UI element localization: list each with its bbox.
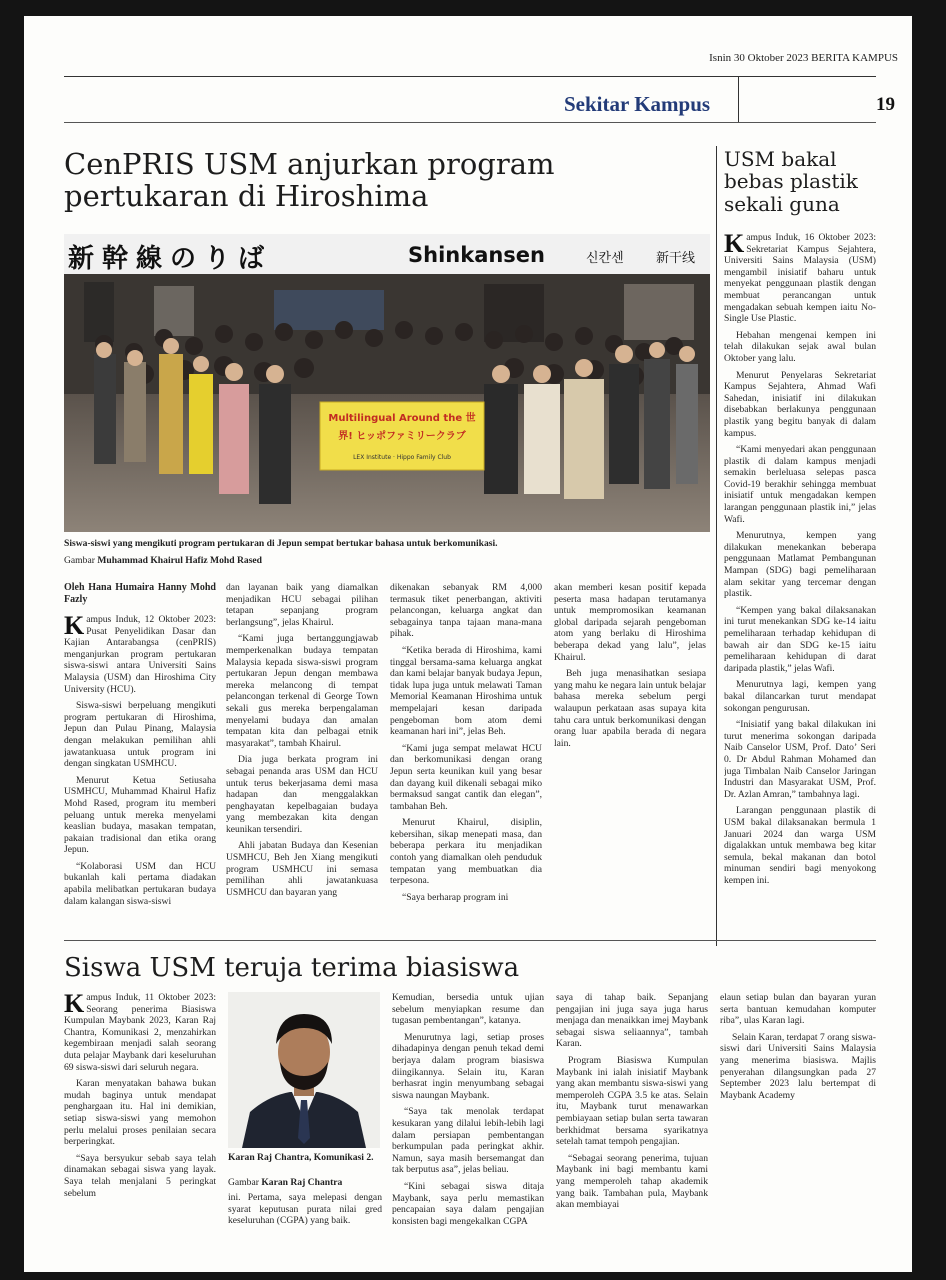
banner-subtext: LEX Institute · Hippo Family Club	[353, 454, 451, 461]
paragraph: Siswa-siswi berpeluang mengikuti program pertukaran di Hiroshima, Jepun dan Pulau Pinang, Malaysia dengan melakukan pemilihan ahli jawatankuasa untuk program ini dengan singkatan USMHCU.	[64, 700, 216, 770]
credit-name: Karan Raj Chantra	[261, 1177, 343, 1188]
banner-text: Multilingual Around the 世界! ヒッポファミリークラブ	[328, 413, 476, 442]
paragraph: Larangan penggunaan plastik di USM bakal dilaksanakan bermula 1 Januari 2024 dan warga USM digalakkan untuk membawa beg kitar semula, bekal makanan dan botol minuman sendiri bagi menyokong kempen ini.	[724, 805, 876, 886]
article1-byline: Oleh Hana Humaira Hanny Mohd Fazly	[64, 582, 216, 605]
paragraph: Dia juga berkata program ini sebagai penanda aras USM dan HCU untuk terus bekerjasama demi masa hadapan dan menggalakkan penghayatan kepelbagaian budaya yang membezakan kita dengan keunikan tersendiri.	[226, 754, 378, 835]
header-bottom-rule	[64, 122, 876, 123]
portrait-illustration	[228, 992, 380, 1148]
paragraph: “Kini sebagai siswa ditaja Maybank, saya perlu memastikan pencapaian saya dalam pengajian konsisten bagi mengekalkan CGPA	[392, 1180, 544, 1227]
paragraph: elaun setiap bulan dan bayaran yuran serta bantuan kemudahan komputer riba”, ulas Karan lagi.	[720, 992, 876, 1027]
article1-column-3	[390, 582, 542, 926]
sign-chinese: 新干线	[656, 251, 696, 266]
paragraph: “Saya tak menolak terdapat kesukaran yang dilalui lebih-lebih lagi dalam persiapan pembentangan berkumpulan pada peringkat akhir. Namun, saya masih bersemangat dan tak berputus asa”, jelas beliau.	[392, 1106, 544, 1176]
sign-korean: 신칸센	[586, 251, 624, 266]
paragraph: “Ketika berada di Hiroshima, kami tinggal bersama-sama keluarga angkat dan kami belajar banyak budaya Jepun, tidak lupa juga untuk melawati Taman Memorial Keamanan Hiroshima untuk mempelajari kesan daripada pengeboman bom atom demi keamanan hari ini”, jelas Beh.	[390, 644, 542, 738]
credit-name: Muhammad Khairul Hafiz Mohd Rased	[97, 555, 263, 566]
article3-column-4	[556, 992, 708, 1262]
paragraph: “Inisiatif yang bakal dilakukan ini turut menerima sokongan daripada Naib Canselor USM, Prof. Dato’ Seri 0. Dr Abdul Rahman Mohamed dan juga Timbalan Naib Canselor Jaringan Industri dan Masyarakat USM, Prof. Dr. Azlan Amran,” tambahnya lagi.	[724, 719, 876, 800]
paragraph: Menurut Penyelaras Sekretariat Kampus Sejahtera, Ahmad Wafi Sahedan, inisiatif ini dilakukan disebabkan berlakunya penggunaan plastik yang begitu banyak di dalam kampus.	[724, 369, 876, 439]
article2-column	[724, 232, 876, 932]
paragraph: dikenakan sebanyak RM 4,000 termasuk tiket penerbangan, aktiviti pelancongan, keluarga angkat dan sebagainya tanpa tajaan mana-mana pihak.	[390, 582, 542, 640]
article-divider	[716, 146, 717, 946]
article1-headline: CenPRIS USM anjurkan program pertukaran di Hiroshima	[64, 147, 555, 214]
header-rule	[64, 76, 876, 77]
dropcap: K	[64, 611, 85, 640]
sign-english: Shinkansen	[408, 243, 546, 267]
article-separator	[64, 940, 876, 941]
article1-lead	[64, 611, 216, 695]
paragraph: Program Biasiswa Kumpulan Maybank ini ialah inisiatif Maybank yang akan membantu siswa-siswi yang memperoleh CGPA 3.5 ke atas. Selain itu, Maybank turut menawarkan pembiayaan setiap bulan serta tawaran berkhidmat bersama syarikatnya setelah tamat tempoh pengajian.	[556, 1054, 708, 1148]
paragraph: “Kami juga bertanggungjawab memperkenalkan budaya tempatan Malaysia kepada siswa-siswi program pertukaran Jepun dengan membawa mereka melancong di tempat pelancongan terkenal di George Town sekali gus mereka berpengalaman menyelami budaya dan amalan tempatan kita dan pelbagai etnik masyarakat”, tambah Khairul.	[226, 633, 378, 749]
paragraph: “Kempen yang bakal dilaksanakan ini turut menekankan SDG ke-14 iaitu pemeliharaan terhadap kehidupan di bawah air dan SDG ke-15 iaitu pemeliharaan kehidupan di darat daripada plastik,” jelas Wafi.	[724, 604, 876, 674]
paragraph: Menurutnya lagi, kempen yang bakal dilancarkan turut mendapat sokongan pengurusan.	[724, 679, 876, 714]
paragraph: Kemudian, bersedia untuk ujian sebelum menyiapkan resume dan tugasan pembentangan”, katanya.	[392, 992, 544, 1027]
article1-column-2	[226, 582, 378, 926]
crowd-illustration	[64, 234, 710, 532]
credit-label: Gambar	[228, 1177, 259, 1188]
paragraph: Menurutnya lagi, setiap proses dihadapinya dengan penuh tekad demi berjaya dalam program biasiswa diingikannya. Selain itu, Karan berhasrat ingin menyumbang sebagai siswa naungan Maybank.	[392, 1031, 544, 1101]
group-photo	[64, 234, 710, 532]
header-divider	[738, 76, 739, 122]
paragraph: Menurutnya, kempen yang dilakukan menekankan beberapa penggunaan Matlamat Pembangunan Mampan (SDG) bagi pemeliharaan alam sekitar yang tercemar dengan plastik.	[724, 530, 876, 600]
dateline: Isnin 30 Oktober 2023 BERITA KAMPUS	[709, 52, 898, 64]
article3-lead-text: ampus Induk, 11 Oktober 2023: Seorang penerima Biasiswa Kumpulan Maybank 2023, Karan Raj Chantra, Komunikasi 2, menzahirkan kegembiraan menjadi salah seorang duta pelajar Maybank dari keseluruhan 69 siswa-siswi dari seluruh negara.	[64, 992, 216, 1073]
paragraph: Menurut Khairul, disiplin, kebersihan, sikap menepati masa, dan beberapa perkara itu menjadikan contoh yang diamalkan oleh penduduk tempatan yang membuatkan dia terpesona.	[390, 817, 542, 887]
article1-column-4	[554, 582, 706, 926]
credit-label: Gambar	[64, 555, 95, 566]
paragraph: “Saya berharap program ini	[402, 891, 509, 903]
paragraph: Karan menyatakan bahawa bukan mudah baginya untuk mendapat penghargaan itu. Hal ini demikian, setiap siswa-siswi yang memohon perlu melalui proses penilaian secara berperingkat.	[64, 1078, 216, 1148]
article3-column-3	[392, 992, 544, 1262]
article1-column-1	[64, 582, 216, 926]
section-title: Sekitar Kampus	[564, 92, 711, 116]
paragraph: Ahli jabatan Budaya dan Kesenian USMHCU, Beh Jen Xiang mengikuti program USMHCU ini semasa pemilihan ahli jawatankuasa USMHCU dan bayaran yang	[226, 840, 378, 898]
paragraph: akan memberi kesan positif kepada peserta masa hadapan terutamanya untuk mempromosikan keamanan global daripada sejarah pengeboman atom yang berlaku di Hiroshima beberapa dekad yang lalu”, jelas Khairul.	[554, 582, 706, 663]
paragraph: “Sebagai seorang penerima, tujuan Maybank ini bagi membantu kami yang memperoleh tahap akademik yang baik. Tambahan pula, Maybank akan membiayai	[556, 1152, 708, 1211]
photo-credit	[64, 555, 710, 566]
article3-column-2	[228, 1192, 382, 1252]
paragraph: “Saya bersyukur sebab saya telah dinamakan sebagai siswa yang layak. Saya telah menjalani 5 peringkat sebelum	[64, 1152, 216, 1199]
paragraph: Selain Karan, terdapat 7 orang siswa-siswi dari Universiti Sains Malaysia yang menerima biasiswa. Majlis penyerahan dilangsungkan pada 27 September 2023 lalu bertempat di Maybank Academy	[720, 1031, 876, 1101]
article3-lead	[64, 992, 216, 1073]
article3-column-5	[720, 992, 876, 1262]
article3-column-1	[64, 992, 216, 1262]
portrait-photo	[228, 992, 380, 1148]
paragraph: Menurut Ketua Setiusaha USMHCU, Muhammad Khairul Hafiz Mohd Rased, program itu memberi peluang untuk mereka menyelami keaslian budaya, masakan tempatan, pakaian tradisional dan etika orang Jepun.	[64, 774, 216, 856]
paragraph: “Kami juga sempat melawat HCU dan berkomunikasi dengan orang Jepun serta keunikan kuil yang besar dan dayang kuil dikenali sebagai miko bermaksud sangat cantik dan elegan”, tambahan Beh.	[390, 742, 542, 812]
article2-lead-text: ampus Induk, 16 Oktober 2023: Sekretariat Kampus Sejahtera, Universiti Sains Malaysia (USM) mengambil inisiatif baharu untuk menyekat penggunaan plastik dengan membuat perancangan untuk mengadakan sebuah kempen iaitu No-Single Use Plastic.	[724, 232, 876, 325]
photo-caption: Siswa-siswi yang mengikuti program pertukaran di Jepun sempat bertukar bahasa untuk berkomunikasi.	[64, 538, 498, 549]
article2-headline: USM bakal bebas plastik sekali guna	[724, 147, 858, 216]
portrait-credit	[228, 1177, 384, 1188]
paragraph: Hebahan mengenai kempen ini telah dilakukan sejak awal bulan Oktober yang lalu.	[724, 329, 876, 364]
paragraph: “Kami menyedari akan penggunaan plastik di dalam kampus menjadi semakin berleluasa selepas pasca Covid-19 berakhir sehingga membuat inisiatif untuk mengadakan kempen larangan penggunaan plastik ini,” jelas Wafi.	[724, 444, 876, 525]
paragraph: “Kolaborasi USM dan HCU bukanlah kali pertama diadakan apabila melibatkan pertukaran budaya dalam kalangan siswa-siswi	[64, 860, 216, 907]
paragraph: ini. Pertama, saya melepasi dengan syarat keputusan purata nilai gred keseluruhan (CGPA) yang baik.	[228, 1192, 382, 1227]
sign-japanese: 新幹線のりば	[68, 244, 273, 274]
page-number: 19	[876, 94, 895, 115]
dropcap: K	[724, 232, 745, 258]
portrait-caption: Karan Raj Chantra, Komunikasi 2.	[228, 1152, 374, 1163]
article3-headline: Siswa USM teruja terima biasiswa	[64, 953, 520, 983]
article1-lead-text: ampus Induk, 12 Oktober 2023: Pusat Penyelidikan Dasar dan Kajian Antarabangsa (cenPRIS) menganjurkan program pertukaran siswa-siswi antara Universiti Sains Malaysia (USM) dan Hiroshima City University (HCU).	[64, 614, 216, 695]
newspaper-page	[24, 16, 912, 1272]
paragraph: saya di tahap baik. Sepanjang pengajian ini juga saya juga harus menjaga dan menaikkan imej Maybank sebagai siswa seliaannya”, tambah Karan.	[556, 992, 708, 1050]
article2-lead	[724, 232, 876, 325]
paragraph: Beh juga menasihatkan sesiapa yang mahu ke negara lain untuk belajar bahasa mereka sebelum pergi walaupun perkataan asas supaya kita tahu cara untuk berkomunikasi dengan orang luar apabila berada di negara lain.	[554, 668, 706, 749]
dropcap: K	[64, 992, 85, 1018]
paragraph: dan layanan baik yang diamalkan menjadikan HCU sebagai pilihan tetapan sepanjang program berlangsung”, jelas Khairul.	[226, 582, 378, 628]
